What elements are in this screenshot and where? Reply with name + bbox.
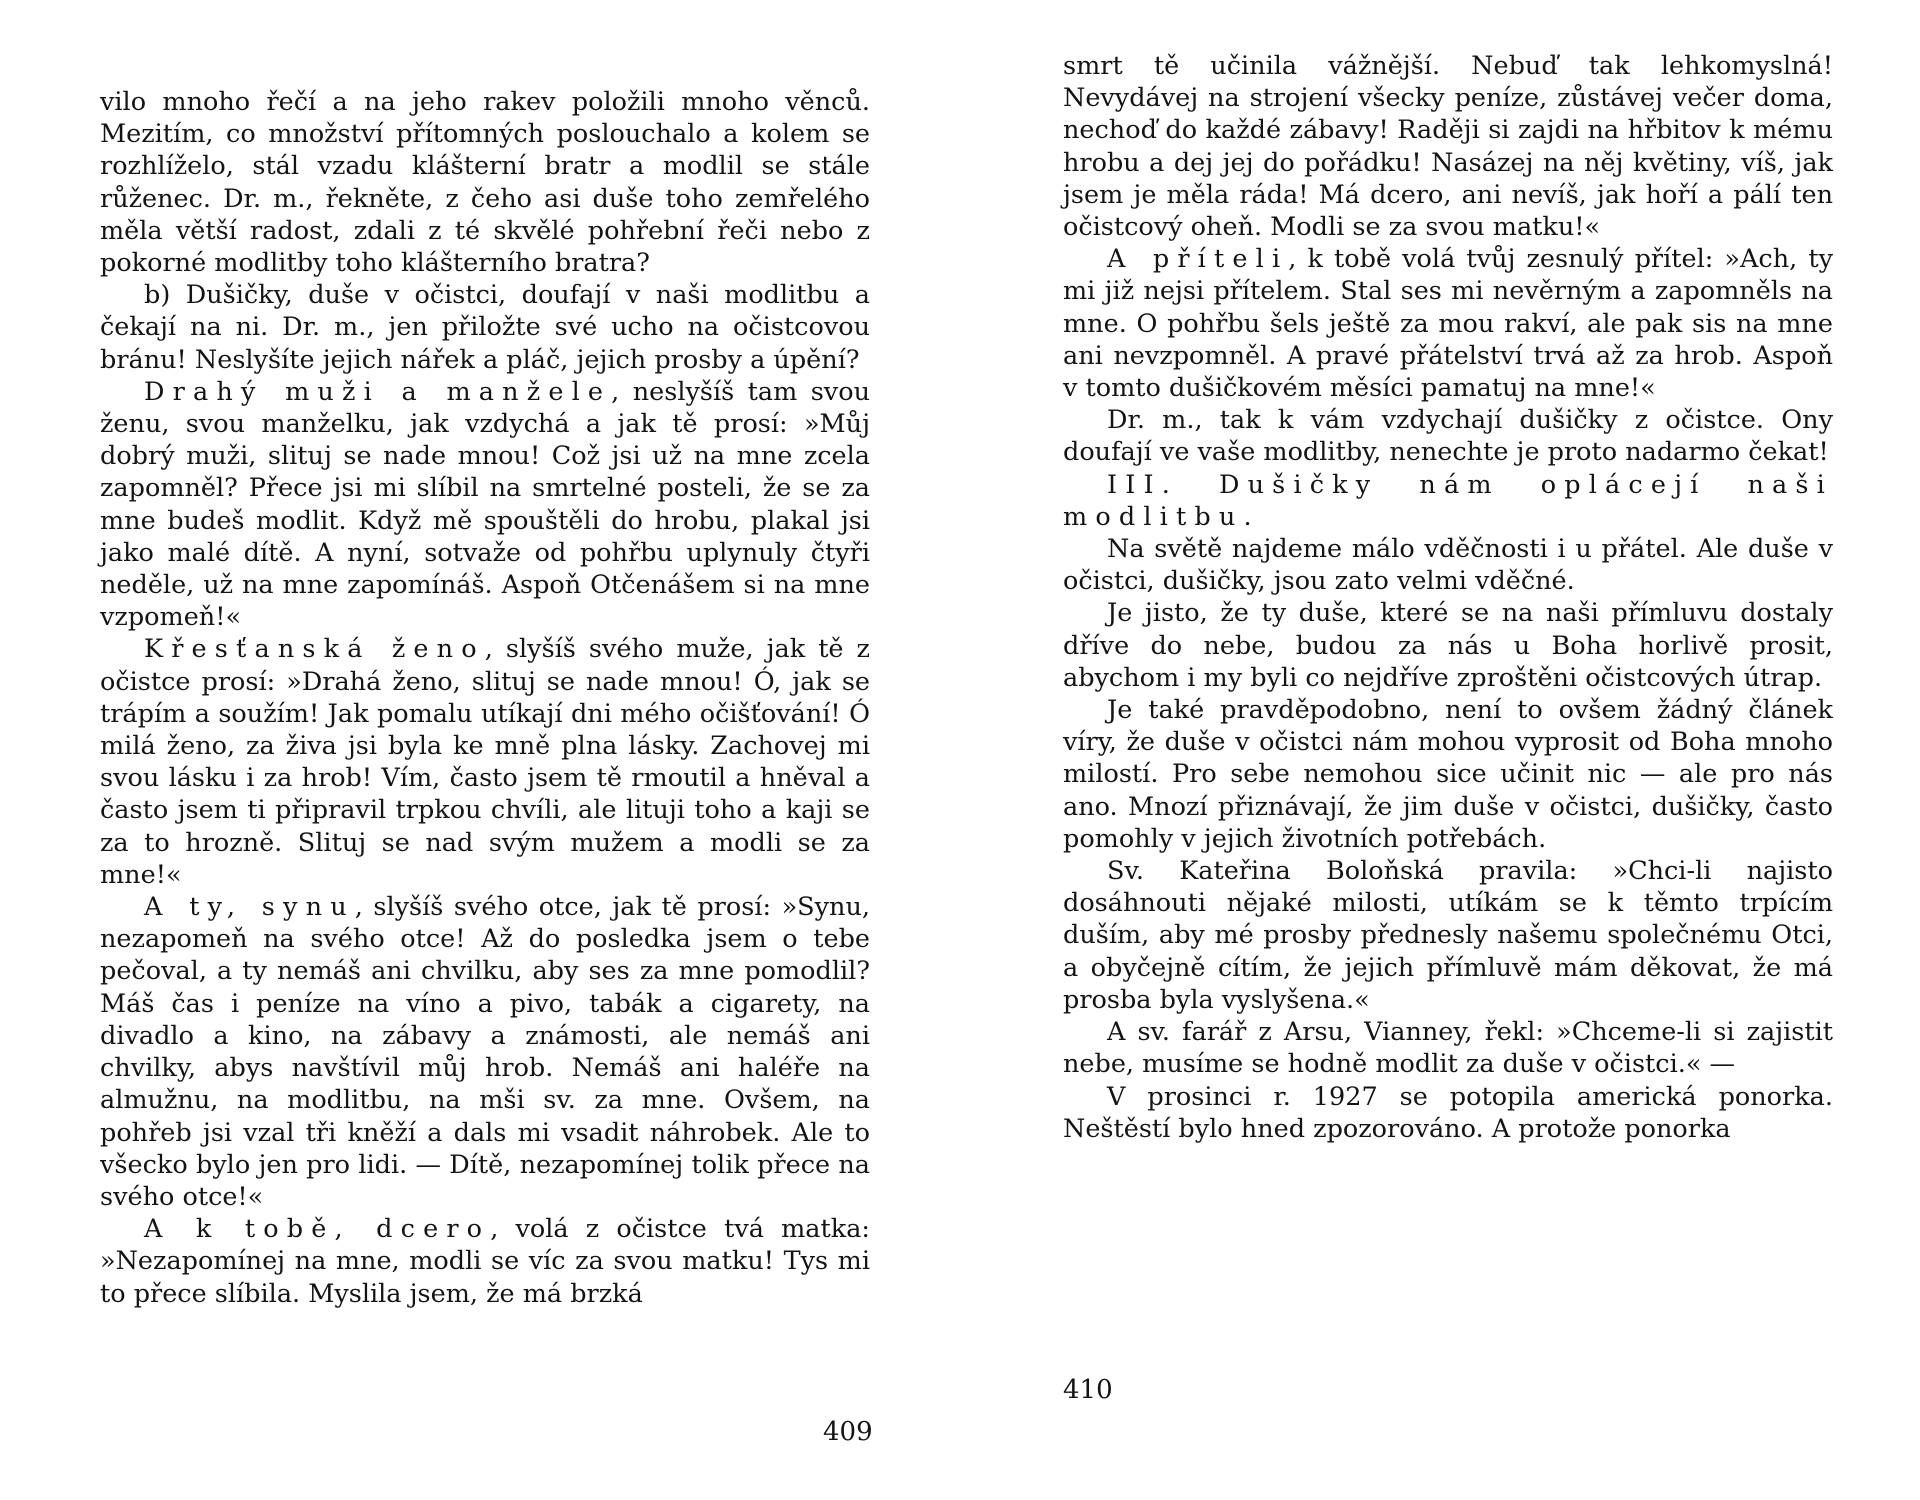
spaced-lead: Drahý muži a manžele: [144, 376, 612, 407]
spaced-lead: Křesťanská ženo: [144, 634, 485, 665]
paragraph: Drahý muži a manžele, neslyšíš tam svou ženu, svou manželku, jak vzdychá a jak tě prosí: »Můj dobrý muži, slituj se nade mnou! Což jsi už na mne zcela zapomněl? Přece jsi mi slíbil na smrtelné posteli, že se za mne budeš modlit. Když mě spouštěli do hrobu, plakal jsi jako malé dítě. A nyní, sotvaže od pohřbu uplynuly čtyři neděle, už na mne zapomínáš. Aspoň Otčenášem si na mne vzpomeň!«: [100, 376, 870, 633]
paragraph: A příteli, k tobě volá tvůj zesnulý přítel: »Ach, ty mi již nejsi přítelem. Stal ses mi nevěrným a zapomněls na mne. O pohřbu šels ještě za mou rakví, ale pak sis na mne ani nevzpomněl. A pravé přátelství trvá až za hrob. Aspoň v tomto dušičkovém měsíci pamatuj na mne!«: [1063, 244, 1833, 404]
paragraph: Křesťanská ženo, slyšíš svého muže, jak tě z očistce prosí: »Drahá ženo, slituj se nade mnou! Ó, jak se trápím a soužím! Jak pomalu utíkají dni mého očišťování! Ó milá ženo, za živa jsi byla ke mně plna lásky. Zachovej mi svou lásku i za hrob! Vím, často jsem tě rmoutil a hněval a často jsem ti připravil trpkou chvíli, ale lituji toho a kaji se za to hrozně. Slituj se nad svým mužem a modli se za mne!«: [100, 634, 870, 890]
paragraph: smrt tě učinila vážnější. Nebuď tak lehkomyslná! Nevydávej na strojení všecky peníze, zůstávej večer doma, nechoď do každé zábavy! Raději si zajdi na hřbitov k mému hrobu a dej jej do pořádku! Nasázej na něj květiny, víš, jak jsem je měla ráda! Má dcero, ani nevíš, jak hoří a pálí ten očistcový oheň. Modli se za svou matku!«: [1063, 51, 1833, 243]
spaced-lead: A příteli: [1107, 244, 1289, 275]
paragraph: A k tobě, dcero, volá z očistce tvá matka: »Nezapomínej na mne, modli se víc za svou matku! Tys mi to přece slíbila. Myslila jsem, že má brzká: [100, 1214, 870, 1309]
paragraph: Je jisto, že ty duše, které se na naši přímluvu dostaly dříve do nebe, budou za nás u Boha horlivě prosit, abychom i my byli co nejdříve zproštěni očistcových útrap.: [1063, 598, 1833, 693]
page-number: 410: [1063, 1375, 1113, 1405]
right-page: [1063, 0, 1833, 1500]
paragraph: Dr. m., tak k vám vzdychají dušičky z očistce. Ony doufají ve vaše modlitby, nenechte je proto nadarmo čekat!: [1063, 405, 1833, 468]
paragraph: vilo mnoho řečí a na jeho rakev položili mnoho věnců. Mezitím, co množství přítomných poslouchalo a kolem se rozhlíželo, stál vzadu klášterní bratr a modlil se stále růženec. Dr. m., řekněte, z čeho asi duše toho zemřelého měla větší radost, zdali z té skvělé pohřební řeči nebo z pokorné modlitby toho klášterního bratra?: [100, 87, 870, 279]
left-page: [100, 0, 873, 1500]
paragraph: A sv. farář z Arsu, Vianney, řekl: »Chceme-li si zajistit nebe, musíme se hodně modlit za duše v očistci.« —: [1063, 1017, 1833, 1080]
section-heading: III. Dušičky nám oplácejí naši modlitbu.: [1063, 469, 1833, 532]
paragraph: Sv. Kateřina Boloňská pravila: »Chci-li najisto dosáhnouti nějaké milosti, utíkám se k těmto trpícím duším, aby mé prosby přednesly našemu společnému Otci, a obyčejně cítím, že jejich přímluvě mám děkovat, že má prosba byla vyslyšena.«: [1063, 856, 1833, 1015]
paragraph: Na světě najdeme málo vděčnosti i u přátel. Ale duše v očistci, dušičky, jsou zato velmi vděčné.: [1063, 534, 1833, 597]
spaced-lead: A ty, synu: [144, 892, 355, 923]
paragraph: Je také pravděpodobno, není to ovšem žádný článek víry, že duše v očistci nám mohou vyprosit od Boha mnoho milostí. Pro sebe nemohou sice učinit nic — ale pro nás ano. Mnozí přiznávají, že jim duše v očistci, dušičky, často pomohly v jejich životních potřebách.: [1063, 695, 1833, 854]
spaced-lead: A k tobě, dcero: [144, 1214, 491, 1245]
paragraph: V prosinci r. 1927 se potopila americká ponorka. Neštěstí bylo hned zpozorováno. A protože ponorka: [1063, 1081, 1833, 1144]
paragraph: b) Dušičky, duše v očistci, doufají v naši modlitbu a čekají na ni. Dr. m., jen přiložte své ucho na očistcovou bránu! Neslyšíte jejich nářek a pláč, jejich prosby a úpění?: [100, 280, 870, 375]
page-number: 409: [823, 1417, 873, 1447]
right-page-text: [1063, 50, 1833, 1145]
paragraph: A ty, synu, slyšíš svého otce, jak tě prosí: »Synu, nezapomeň na svého otce! Až do posledka jsem o tebe pečoval, a ty nemáš ani chvilku, aby ses za mne pomodlil? Máš čas i peníze na víno a pivo, tabák a cigarety, na divadlo a kino, na zábavy a známosti, ale nemáš ani chvilky, abys navštívil můj hrob. Nemáš ani haléře na almužnu, na modlitbu, na mši sv. za mne. Ovšem, na pohřeb jsi vzal tři kněží a dals mi vsadit náhrobek. Ale to všecko bylo jen pro lidi. — Dítě, nezapomínej tolik přece na svého otce!«: [100, 892, 870, 1212]
left-page-text: [100, 86, 870, 1310]
